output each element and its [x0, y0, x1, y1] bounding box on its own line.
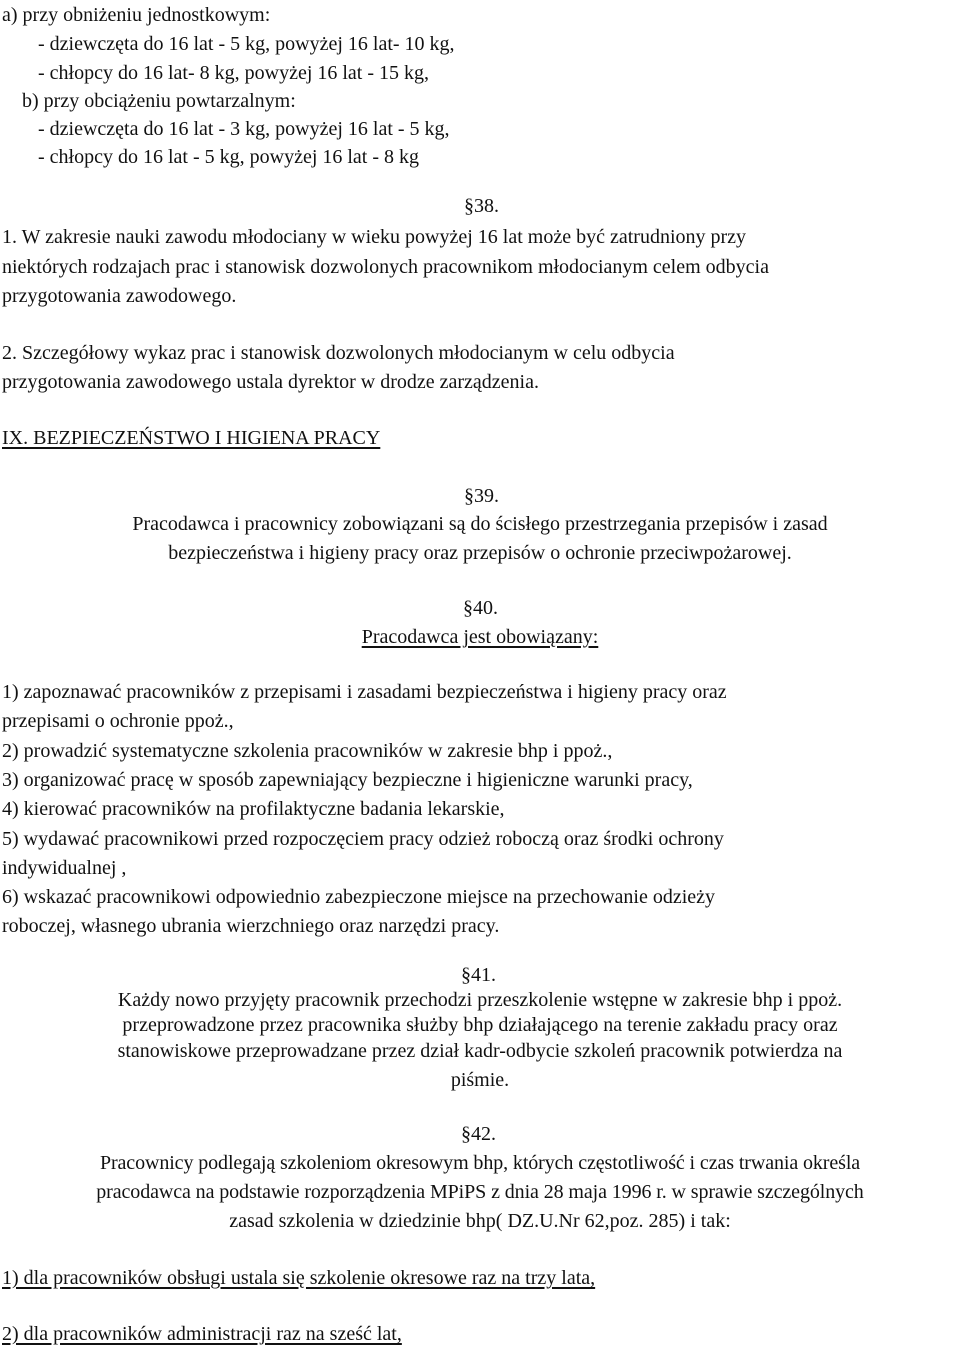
intro-line: - dziewczęta do 16 lat - 3 kg, powyżej 16 lat - 5 kg,: [38, 118, 450, 140]
paragraph-line: stanowiskowe przeprowadzane przez dział kadr-odbycie szkoleń pracownik potwierdza na: [117, 1040, 843, 1062]
list-item-line: indywidualnej ,: [2, 857, 127, 879]
list-item-line: roboczej, własnego ubrania wierzchniego oraz narzędzi pracy.: [2, 915, 500, 937]
list-item-line: 2) prowadzić systematyczne szkolenia pracowników w zakresie bhp i ppoż.,: [2, 740, 613, 762]
paragraph-line: zasad szkolenia w dziedzinie bhp( DZ.U.Nr 62,poz. 285) i tak:: [229, 1210, 731, 1232]
section-heading: Pracodawca jest obowiązany:: [361, 626, 599, 648]
paragraph-line: niektórych rodzajach prac i stanowisk dozwolonych pracownikom młodocianym celem odbycia: [2, 256, 769, 278]
list-item-line: 4) kierować pracowników na profilaktyczne badania lekarskie,: [2, 798, 505, 820]
list-item-line: 2) dla pracowników administracji raz na sześć lat,: [2, 1323, 402, 1345]
paragraph-line: przeprowadzone przez pracownika służby bhp działającego na terenie zakładu pracy oraz: [122, 1014, 838, 1036]
intro-line: - chłopcy do 16 lat - 5 kg, powyżej 16 lat - 8 kg: [38, 146, 420, 168]
list-item-line: 3) organizować pracę w sposób zapewniający bezpieczne i higieniczne warunki pracy,: [2, 769, 693, 791]
paragraph-line: 2. Szczegółowy wykaz prac i stanowisk dozwolonych młodocianym w celu odbycia: [2, 342, 675, 364]
paragraph-line: pracodawca na podstawie rozporządzenia MPiPS z dnia 28 maja 1996 r. w sprawie szczególnych: [96, 1181, 864, 1203]
paragraph-line: Każdy nowo przyjęty pracownik przechodzi przeszkolenie wstępne w zakresie bhp i ppoż.: [117, 989, 843, 1011]
list-item-line: 6) wskazać pracownikowi odpowiednio zabezpieczone miejsce na przechowanie odzieży: [2, 886, 716, 908]
list-item-line: 5) wydawać pracownikowi przed rozpoczęciem pracy odzież roboczą oraz środki ochrony: [2, 828, 724, 850]
list-item-line: 1) dla pracowników obsługi ustala się szkolenie okresowe raz na trzy lata,: [2, 1267, 596, 1289]
intro-line: b) przy obciążeniu powtarzalnym:: [22, 90, 296, 112]
section-number-42: § 42.: [461, 1122, 496, 1146]
intro-line: - dziewczęta do 16 lat - 5 kg, powyżej 16 lat- 10 kg,: [38, 33, 455, 55]
paragraph-line: piśmie.: [450, 1069, 510, 1091]
paragraph-line: przygotowania zawodowego ustala dyrektor w drodze zarządzenia.: [2, 371, 539, 393]
paragraph-line: przygotowania zawodowego.: [2, 285, 237, 307]
list-item-line: przepisami o ochronie ppoż.,: [2, 710, 234, 732]
section-number-39: § 39.: [464, 484, 499, 508]
paragraph-line: Pracodawca i pracownicy zobowiązani są do ścisłego przestrzegania przepisów i zasad: [132, 513, 828, 535]
chapter-heading: IX. BEZPIECZEŃSTWO I HIGIENA PRACY: [2, 427, 381, 449]
section-number-41: § 41.: [461, 963, 496, 987]
paragraph-line: Pracownicy podlegają szkoleniom okresowym bhp, których częstotliwość i czas trwania określa: [99, 1152, 861, 1174]
paragraph-line: 1. W zakresie nauki zawodu młodociany w wieku powyżej 16 lat może być zatrudniony przy: [2, 226, 747, 248]
section-number-38: § 38.: [464, 194, 499, 218]
intro-line: a) przy obniżeniu jednostkowym:: [2, 4, 271, 26]
list-item-line: 1) zapoznawać pracowników z przepisami i zasadami bezpieczeństwa i higieny pracy oraz: [2, 681, 727, 703]
paragraph-line: bezpieczeństwa i higieny pracy oraz przepisów o ochronie przeciwpożarowej.: [168, 542, 792, 564]
section-number-40: § 40.: [463, 596, 498, 620]
intro-line: - chłopcy do 16 lat- 8 kg, powyżej 16 lat - 15 kg,: [38, 62, 430, 84]
